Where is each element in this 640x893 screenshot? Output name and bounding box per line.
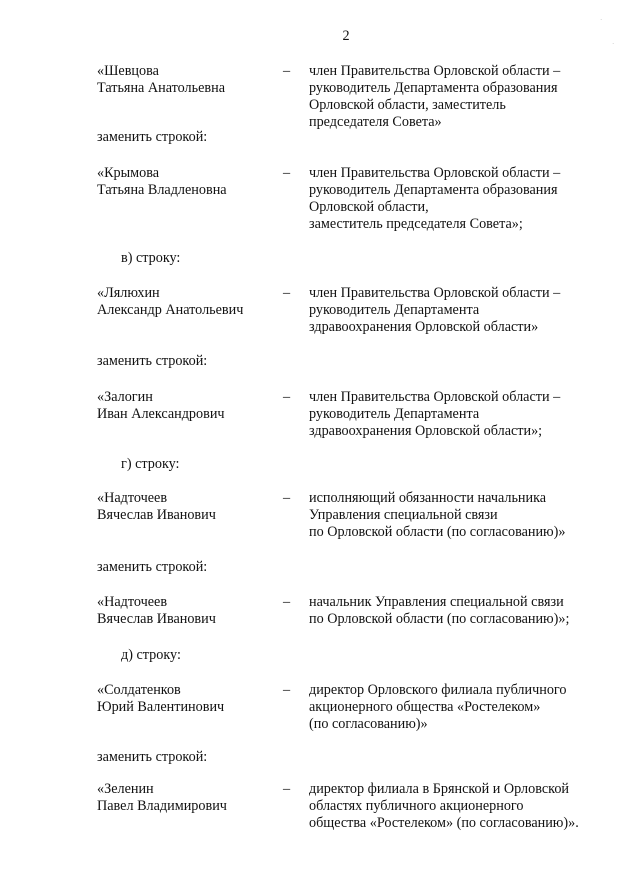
member-name: «Крымова Татьяна Владленовна bbox=[97, 165, 227, 198]
instruction-text: заменить строкой: bbox=[97, 749, 208, 765]
dash-separator: – bbox=[283, 490, 291, 506]
instruction-text: заменить строкой: bbox=[97, 559, 208, 575]
member-role: член Правительства Орловской области – руководитель Департамента здравоохранения Орловской области» bbox=[309, 285, 561, 335]
member-role: член Правительства Орловской области – руководитель Департамента образования Орловской области, заместитель председателя Совета» bbox=[309, 63, 561, 130]
member-role: директор филиала в Брянской и Орловской областях публичного акционерного общества «Ростелеком» (по согласованию)». bbox=[309, 781, 579, 831]
member-name: «Лялюхин Александр Анатольевич bbox=[97, 285, 244, 318]
member-role: член Правительства Орловской области – руководитель Департамента образования Орловской области, заместитель председателя Совета»; bbox=[309, 165, 561, 232]
dash-separator: – bbox=[283, 594, 291, 610]
page-number: 2 bbox=[342, 28, 350, 44]
scan-speck: · bbox=[612, 40, 615, 48]
member-name: «Солдатенков Юрий Валентинович bbox=[97, 682, 225, 715]
instruction-text: в) строку: bbox=[121, 250, 181, 266]
instruction-text: д) строку: bbox=[121, 647, 181, 663]
member-name: «Зеленин Павел Владимирович bbox=[97, 781, 227, 814]
member-role: исполняющий обязанности начальника Управления специальной связи по Орловской области (по согласованию)» bbox=[309, 490, 566, 540]
dash-separator: – bbox=[283, 682, 291, 698]
dash-separator: – bbox=[283, 63, 291, 79]
dash-separator: – bbox=[283, 781, 291, 797]
member-name: «Залогин Иван Александрович bbox=[97, 389, 225, 422]
member-role: член Правительства Орловской области – руководитель Департамента здравоохранения Орловской области»; bbox=[309, 389, 561, 439]
member-role: начальник Управления специальной связи по Орловской области (по согласованию)»; bbox=[309, 594, 570, 627]
scan-speck: · bbox=[600, 16, 603, 24]
instruction-text: г) строку: bbox=[121, 456, 180, 472]
member-name: «Шевцова Татьяна Анатольевна bbox=[97, 63, 225, 96]
member-role: директор Орловского филиала публичного акционерного общества «Ростелеком» (по согласованию)» bbox=[309, 682, 567, 732]
instruction-text: заменить строкой: bbox=[97, 353, 208, 369]
member-name: «Надточеев Вячеслав Иванович bbox=[97, 490, 216, 523]
instruction-text: заменить строкой: bbox=[97, 129, 208, 145]
dash-separator: – bbox=[283, 389, 291, 405]
dash-separator: – bbox=[283, 165, 291, 181]
dash-separator: – bbox=[283, 285, 291, 301]
member-name: «Надточеев Вячеслав Иванович bbox=[97, 594, 216, 627]
